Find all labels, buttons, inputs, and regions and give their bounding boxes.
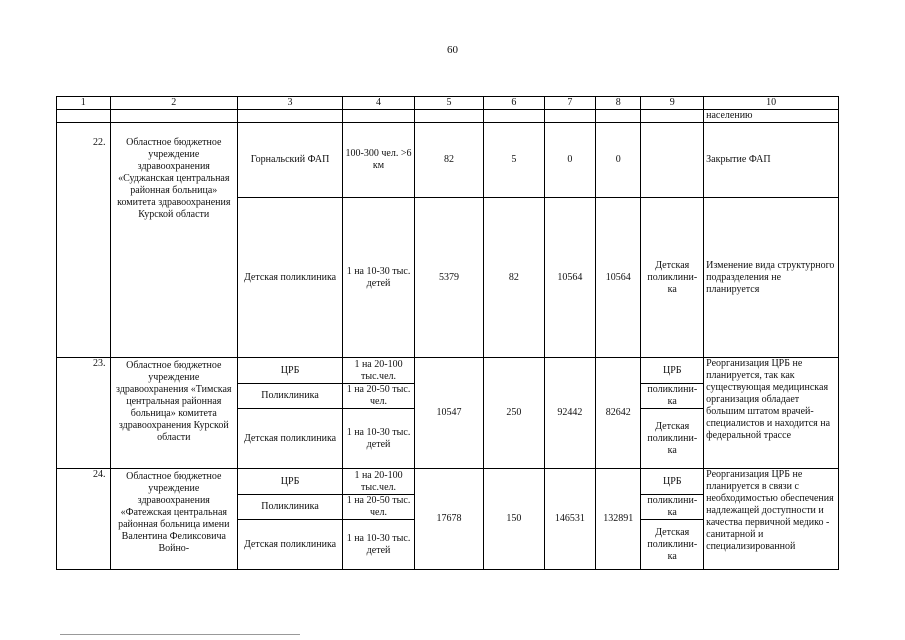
unit-name: Горнальский ФАП [238,123,343,198]
table-cell [415,110,484,123]
column-header: 5 [415,97,484,110]
table-row [57,358,839,384]
column-5-value: 10547 [415,358,484,469]
unit-name: ЦРБ [238,358,343,384]
column-10-note: Изменение вида структурного подразделения не планируется [704,198,839,358]
column-9-value: ЦРБ [641,358,704,384]
organization-name: Областное бюджетное учреждение здравоохранения «Суджанская центральная районная больница» комитета здравоохранения Курской области [110,123,238,358]
column-10-note: Реорганизация ЦРБ не планируется в связи с необходимостью обеспечения надлежащей доступности и качества первичной медико - санитарной и специализированной [704,469,839,570]
column-6-value: 5 [483,123,544,198]
table-cell [596,110,641,123]
entry-number: 24. [57,469,111,570]
column-9-value: Детская поликлини-ка [641,198,704,358]
norm-value: 1 на 20-50 тыс. чел. [343,495,415,520]
column-header: 4 [343,97,415,110]
norm-value: 1 на 20-50 тыс. чел. [343,384,415,409]
column-header: 6 [483,97,544,110]
norm-value: 1 на 20-100 тыс.чел. [343,358,415,384]
column-5-value: 5379 [415,198,484,358]
column-7-value: 0 [544,123,595,198]
column-header: 1 [57,97,111,110]
column-7-value: 146531 [544,469,595,570]
norm-value: 100-300 чел. >6 км [343,123,415,198]
table-cell [238,110,343,123]
column-5-value: 82 [415,123,484,198]
column-7-value: 10564 [544,198,595,358]
entry-number: 22. [57,123,111,358]
continuation-note: населению [704,110,839,123]
column-header: 7 [544,97,595,110]
unit-name: Детская поликлиника [238,520,343,570]
column-8-value: 10564 [596,198,641,358]
table-cell [641,110,704,123]
column-9-value: Детская поликлини-ка [641,409,704,469]
column-8-value: 0 [596,123,641,198]
norm-value: 1 на 10-30 тыс. детей [343,198,415,358]
column-6-value: 250 [483,358,544,469]
table-cell [483,110,544,123]
column-header: 10 [704,97,839,110]
table-cell [57,110,111,123]
column-10-note: Реорганизация ЦРБ не планируется, так как существующая медицинская организация обладает большим штатом врачей-специалистов и находится на федеральной трассе [704,358,839,469]
column-6-value: 150 [483,469,544,570]
table-row [57,469,839,495]
table-cell [110,110,238,123]
unit-name: Поликлиника [238,384,343,409]
unit-name: Поликлиника [238,495,343,520]
column-header: 3 [238,97,343,110]
column-9-value: ЦРБ [641,469,704,495]
column-8-value: 82642 [596,358,641,469]
column-header: 2 [110,97,238,110]
unit-name: Детская поликлиника [238,198,343,358]
norm-value: 1 на 10-30 тыс. детей [343,520,415,570]
column-8-value: 132891 [596,469,641,570]
unit-name: ЦРБ [238,469,343,495]
column-header: 9 [641,97,704,110]
column-5-value: 17678 [415,469,484,570]
table-cell [544,110,595,123]
column-7-value: 92442 [544,358,595,469]
table-row [57,123,839,198]
table-cell [343,110,415,123]
column-9-value: поликлини-ка [641,495,704,520]
continuation-row [57,110,839,123]
column-header: 8 [596,97,641,110]
organization-name: Областное бюджетное учреждение здравоохранения «Тимская центральная районная больница» комитета здравоохранения Курской области [110,358,238,469]
page-number: 60 [447,44,458,56]
column-6-value: 82 [483,198,544,358]
organization-name: Областное бюджетное учреждение здравоохранения «Фатежская центральная районная больница имени Валентина Феликсовича Войно- [110,469,238,570]
norm-value: 1 на 20-100 тыс.чел. [343,469,415,495]
entry-number: 23. [57,358,111,469]
unit-name: Детская поликлиника [238,409,343,469]
column-9-value: Детская поликлини-ка [641,520,704,570]
norm-value: 1 на 10-30 тыс. детей [343,409,415,469]
column-9-value [641,123,704,198]
column-10-note: Закрытие ФАП [704,123,839,198]
data-table [56,96,839,570]
page-edge-divider [60,634,300,635]
header-row [57,97,839,110]
column-9-value: поликлини-ка [641,384,704,409]
